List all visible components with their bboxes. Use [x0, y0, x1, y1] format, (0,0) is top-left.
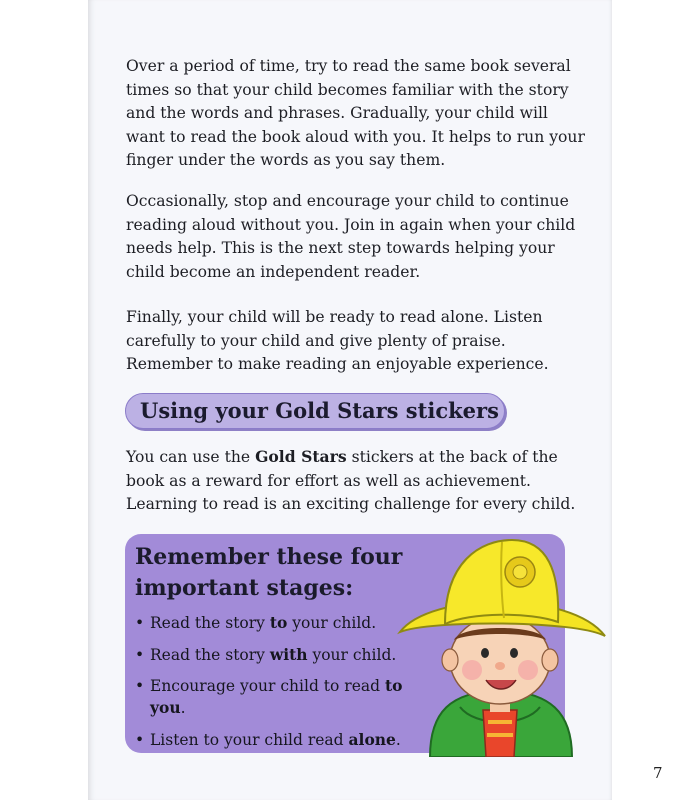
- stage-text: Read the story: [150, 614, 270, 632]
- gold-stars-bold: Gold Stars: [255, 447, 347, 466]
- page-number: 7: [653, 764, 663, 782]
- bullet-icon: •: [135, 731, 145, 749]
- stickers-text-after: stickers at the back of the book as a reward for effort as well as achievement. Learning to read is an exciting challenge for every child.: [126, 448, 576, 513]
- bullet-icon: •: [135, 646, 145, 664]
- stickers-heading: Using your Gold Stars stickers: [140, 398, 499, 423]
- stage-text: .: [395, 731, 401, 749]
- bullet-icon: •: [135, 677, 145, 695]
- stickers-text-before: You can use the: [126, 448, 256, 466]
- stickers-heading-pill: [125, 393, 505, 429]
- paragraph-read-together: Over a period of time, try to read the same book several times so that your child becomes familiar with the story and the words and phrases. Gradually, your child will want to read the book aloud with you. It helps to run your finger under the words as you say them.: [126, 57, 585, 169]
- stage-keyword: with: [269, 645, 308, 664]
- stage-keyword: to: [269, 613, 288, 632]
- bullet-icon: •: [135, 614, 145, 632]
- paragraph-encourage: Occasionally, stop and encourage your child to continue reading aloud without you. Join in again when your child needs help. This is the next step towards helping your child become an independent reader.: [126, 192, 576, 281]
- stage-text: your child.: [307, 646, 397, 664]
- stage-list: [135, 612, 405, 760]
- stage-text: .: [180, 699, 186, 717]
- stage-text: Encourage your child to read: [150, 677, 385, 695]
- stage-item-3: [135, 675, 405, 719]
- stage-keyword: alone: [348, 730, 396, 749]
- stage-item-4: [135, 729, 405, 751]
- stage-text: your child.: [287, 614, 377, 632]
- stage-text: Read the story: [150, 646, 270, 664]
- stage-item-1: [135, 612, 405, 634]
- book-page: [88, 0, 663, 800]
- stages-title: Remember these four important stages:: [135, 544, 403, 601]
- stage-text: Listen to your child read: [150, 731, 349, 749]
- stickers-paragraph: [126, 445, 586, 517]
- paragraph-read-alone: Finally, your child will be ready to read alone. Listen carefully to your child and give plenty of praise. Remember to make reading an enjoyable experience.: [126, 308, 549, 373]
- stage-item-2: [135, 644, 405, 666]
- stage-keyword: to you: [150, 676, 403, 717]
- child-firefighter-hat-icon: [390, 532, 610, 757]
